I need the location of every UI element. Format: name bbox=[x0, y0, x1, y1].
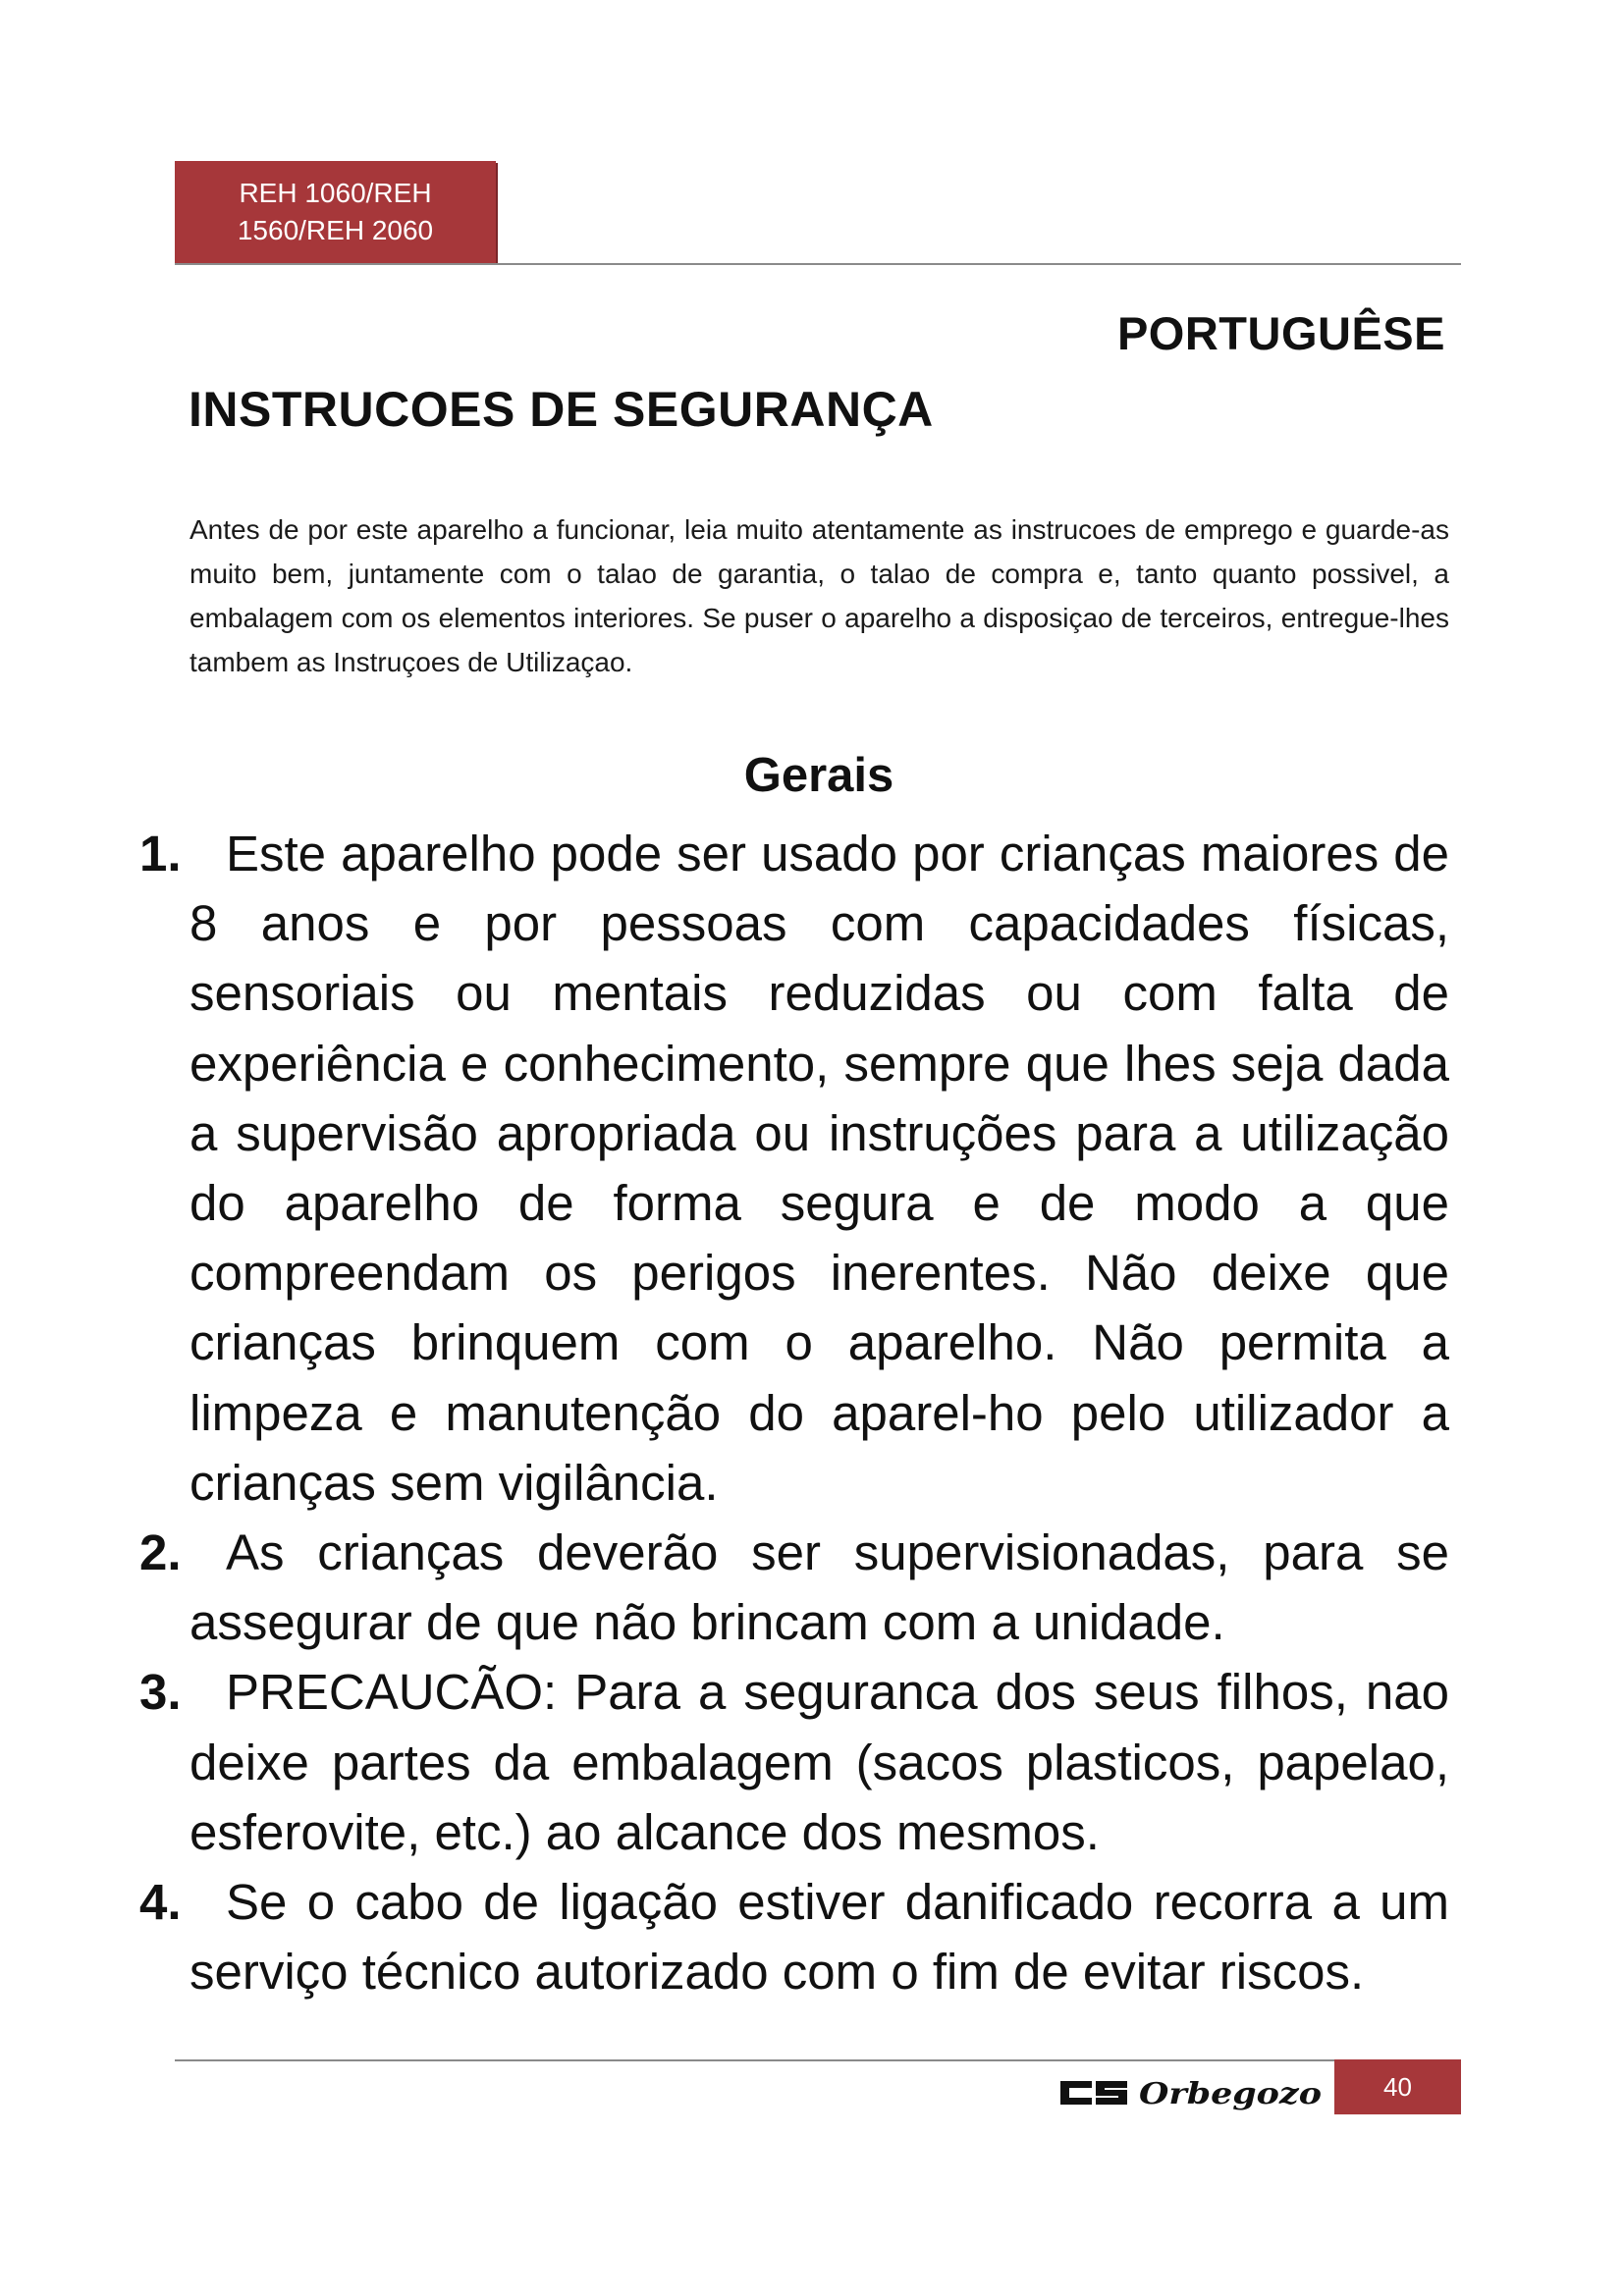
model-line-1: REH 1060/REH bbox=[239, 178, 432, 208]
list-item-number: 1. bbox=[139, 826, 182, 881]
model-line-2: 1560/REH 2060 bbox=[237, 215, 434, 245]
list-item bbox=[139, 1867, 1449, 2006]
orbegozo-logo bbox=[1056, 2073, 1331, 2112]
list-item-number: 3. bbox=[139, 1664, 182, 1721]
list-item bbox=[139, 1518, 1449, 1657]
model-tab bbox=[175, 161, 496, 263]
list-item-number: 2. bbox=[139, 1524, 182, 1581]
section-heading: Gerais bbox=[743, 749, 894, 802]
brand-mark-icon bbox=[1060, 2081, 1127, 2105]
list-item bbox=[139, 1657, 1449, 1867]
language-label: PORTUGUÊSE bbox=[1116, 307, 1445, 359]
page-title: INSTRUCOES DE SEGURANÇA bbox=[189, 382, 934, 437]
list-item-text: As crianças deverão ser supervisionadas, para se assegurar de que não brincam com a unidade. bbox=[189, 1524, 1449, 1651]
intro-paragraph: Antes de por este aparelho a funcionar, leia muito atentamente as instrucoes de emprego e guarde-as muito bem, juntamente com o talao de garantia, o talao de compra e, tanto quanto possivel, a embalagem com os elementos interiores. Se puser o aparelho a disposiçao de terceiros, entregue-lhes tambem as Instruçoes de Utilizaçao. bbox=[189, 514, 1449, 677]
list-item bbox=[139, 819, 1449, 1518]
instruction-list bbox=[139, 819, 1449, 2006]
footer-divider bbox=[175, 2059, 1461, 2061]
page-number: 40 bbox=[1334, 2059, 1461, 2114]
list-item-number: 4. bbox=[139, 1874, 182, 1931]
brand-name: Orbegozo bbox=[1139, 2077, 1322, 2111]
header-divider bbox=[175, 263, 1461, 265]
list-item-text: PRECAUCÃO: Para a seguranca dos seus filhos, nao deixe partes da embalagem (sacos plasticos, papelao, esferovite, etc.) ao alcance dos mesmos. bbox=[189, 1664, 1449, 1860]
list-item-text: Se o cabo de ligação estiver danificado recorra a um serviço técnico autorizado com o fim de evitar riscos. bbox=[189, 1874, 1449, 2001]
list-item-text: Este aparelho pode ser usado por crianças maiores de 8 anos e por pessoas com capacidades físicas, sensoriais ou mentais reduzidas ou com falta de experiência e conhecimento, sempre que lhes seja dada a supervisão apropriada ou instruções para a utilização do aparelho de forma segura e de modo a que compreendam os perigos inerentes. Não deixe que crianças brinquem com o aparelho. Não permita a limpeza e manutenção do aparel-ho pelo utilizador a crianças sem vigilância. bbox=[189, 826, 1449, 1511]
